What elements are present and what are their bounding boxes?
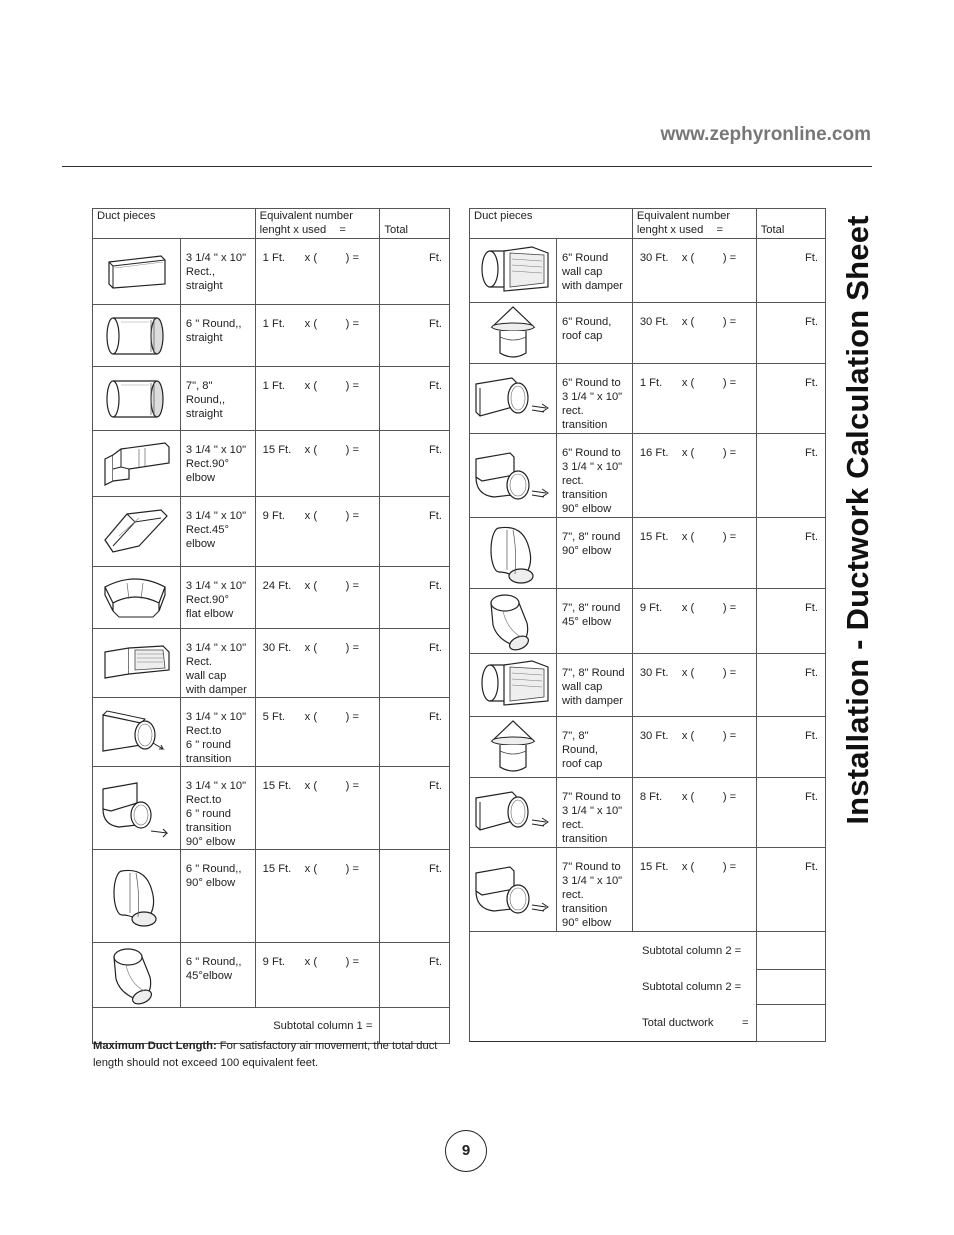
duct-piece-image — [93, 567, 181, 629]
note-heading: Maximum Duct Length: — [93, 1040, 217, 1052]
duct-piece-name: 6 " Round,, 45°elbow — [180, 943, 255, 1008]
quantity-open: x ( — [304, 863, 318, 875]
website-url: www.zephyronline.com — [660, 124, 871, 145]
quantity-open: x ( — [681, 667, 695, 679]
equivalent-length: 30 Ft. — [639, 667, 669, 679]
equivalent-length-cell — [255, 943, 380, 1008]
quantity-open: x ( — [304, 956, 318, 968]
equivalent-length-cell — [255, 497, 380, 567]
duct-piece-name: 6" Round to 3 1/4 " x 10" rect. transition — [556, 364, 632, 434]
quantity-open: x ( — [681, 730, 695, 742]
duct-table-left — [92, 208, 450, 1044]
total-cell: Ft. — [380, 431, 450, 497]
duct-piece-name: 7", 8" Round, roof cap — [556, 717, 632, 778]
quantity-close: ) = — [345, 318, 360, 330]
total-cell: Ft. — [380, 698, 450, 767]
quantity-open: x ( — [304, 580, 318, 592]
equivalent-length-cell — [255, 567, 380, 629]
quantity-close: ) = — [345, 711, 360, 723]
table-row — [93, 943, 450, 1008]
quantity-close: ) = — [345, 642, 360, 654]
quantity-open: x ( — [304, 380, 318, 392]
table-header — [470, 209, 826, 239]
roof-cap-icon — [470, 303, 556, 363]
quantity-open: x ( — [304, 780, 318, 792]
quantity-open: x ( — [304, 510, 318, 522]
total-ductwork-equals: = — [742, 1016, 749, 1029]
rect-90-flat-elbow-icon — [93, 573, 180, 623]
page-number: 9 — [445, 1130, 487, 1172]
quantity-close: ) = — [722, 377, 737, 389]
total-cell: Ft. — [756, 364, 825, 434]
equivalent-length-cell — [632, 518, 756, 589]
subtotal-value — [756, 970, 825, 1005]
rect-45-elbow-icon — [93, 506, 180, 558]
round-straight-duct-icon — [93, 314, 180, 358]
header-equivalent: Equivalent number lenght x used = — [255, 209, 380, 239]
quantity-close: ) = — [722, 730, 737, 742]
quantity-open: x ( — [304, 444, 318, 456]
round-wall-cap-icon — [470, 657, 556, 713]
total-cell: Ft. — [380, 767, 450, 850]
equivalent-length-cell — [632, 239, 756, 303]
equivalent-length: 1 Ft. — [639, 377, 663, 389]
round-to-rect-elbow-icon — [470, 859, 556, 921]
table-row — [470, 434, 826, 518]
total-cell: Ft. — [756, 589, 825, 654]
round-straight-duct-icon — [93, 377, 180, 421]
equivalent-length-cell — [632, 434, 756, 518]
duct-piece-name: 7" Round to 3 1/4 " x 10" rect. transition 90° elbow — [556, 848, 632, 932]
quantity-open: x ( — [681, 377, 695, 389]
total-cell: Ft. — [380, 629, 450, 698]
quantity-close: ) = — [722, 791, 737, 803]
table-row — [470, 654, 826, 717]
quantity-close: ) = — [345, 444, 360, 456]
duct-piece-image — [470, 303, 557, 364]
quantity-close: ) = — [345, 580, 360, 592]
equivalent-length: 30 Ft. — [639, 730, 669, 742]
equivalent-length: 30 Ft. — [262, 642, 292, 654]
quantity-open: x ( — [681, 252, 695, 264]
duct-piece-name: 7", 8" Round,, straight — [180, 367, 255, 431]
equivalent-length-cell — [632, 589, 756, 654]
duct-piece-image — [93, 305, 181, 367]
subtotal-column-1-label: Subtotal column 1 = — [93, 1008, 380, 1044]
equivalent-length: 5 Ft. — [262, 711, 286, 723]
duct-piece-name: 7", 8" round 90° elbow — [556, 518, 632, 589]
duct-piece-image — [93, 850, 181, 943]
duct-piece-image — [470, 518, 557, 589]
equivalent-length-cell — [255, 305, 380, 367]
table-row — [470, 518, 826, 589]
subtotal-column-2-label: Subtotal column 2 = — [470, 970, 757, 1005]
round-90-elbow-icon — [93, 861, 180, 931]
roof-cap-icon — [470, 717, 556, 777]
subtotal-row — [470, 932, 826, 970]
quantity-close: ) = — [345, 510, 360, 522]
total-cell: Ft. — [380, 305, 450, 367]
round-45-elbow-icon — [470, 589, 556, 653]
round-to-rect-transition-icon — [470, 372, 556, 426]
quantity-close: ) = — [345, 380, 360, 392]
table-row — [93, 698, 450, 767]
subtotal-value — [756, 1005, 825, 1042]
equivalent-length-cell — [632, 778, 756, 848]
quantity-open: x ( — [304, 318, 318, 330]
round-90-elbow-icon — [470, 518, 556, 588]
quantity-close: ) = — [722, 447, 737, 459]
duct-piece-name: 3 1/4 " x 10" Rect.to 6 " round transition — [180, 698, 255, 767]
duct-piece-image — [93, 767, 181, 850]
total-cell: Ft. — [756, 303, 825, 364]
duct-piece-image — [470, 589, 557, 654]
duct-piece-name: 6" Round wall cap with damper — [556, 239, 632, 303]
header-equivalent: Equivalent number lenght x used = — [632, 209, 756, 239]
equivalent-length: 8 Ft. — [639, 791, 663, 803]
equivalent-length-cell — [632, 303, 756, 364]
duct-piece-image — [470, 654, 557, 717]
round-to-rect-elbow-icon — [470, 445, 556, 507]
max-duct-length-note — [93, 1038, 443, 1072]
duct-piece-image — [93, 629, 181, 698]
equivalent-length: 15 Ft. — [639, 531, 669, 543]
quantity-close: ) = — [722, 602, 737, 614]
table-row — [93, 431, 450, 497]
equivalent-length-cell — [632, 364, 756, 434]
equivalent-length-cell — [255, 850, 380, 943]
total-ductwork-text: Total ductwork — [642, 1016, 714, 1029]
quantity-open: x ( — [681, 602, 695, 614]
equivalent-length: 15 Ft. — [262, 780, 292, 792]
duct-piece-name: 3 1/4 " x 10" Rect.90° flat elbow — [180, 567, 255, 629]
header-duct-pieces: Duct pieces — [470, 209, 633, 239]
equivalent-length: 1 Ft. — [262, 380, 286, 392]
rect-straight-duct-icon — [93, 252, 180, 292]
duct-piece-image — [93, 943, 181, 1008]
equivalent-length: 9 Ft. — [262, 510, 286, 522]
quantity-close: ) = — [722, 316, 737, 328]
total-ductwork-label — [470, 1005, 757, 1042]
duct-piece-name: 7", 8" round 45° elbow — [556, 589, 632, 654]
total-cell: Ft. — [756, 717, 825, 778]
total-cell: Ft. — [380, 239, 450, 305]
total-cell: Ft. — [756, 778, 825, 848]
equivalent-length: 24 Ft. — [262, 580, 292, 592]
header-total: Total — [380, 209, 450, 239]
duct-piece-name: 7" Round to 3 1/4 " x 10" rect. transition — [556, 778, 632, 848]
quantity-open: x ( — [304, 252, 318, 264]
rect-90-elbow-icon — [93, 439, 180, 489]
quantity-close: ) = — [345, 956, 360, 968]
table-row — [93, 305, 450, 367]
duct-piece-image — [93, 698, 181, 767]
quantity-open: x ( — [304, 711, 318, 723]
subtotal-value — [756, 932, 825, 970]
duct-piece-name: 3 1/4 " x 10" Rect.to 6 " round transition 90° elbow — [180, 767, 255, 850]
table-row — [470, 364, 826, 434]
duct-piece-image — [470, 778, 557, 848]
quantity-open: x ( — [681, 791, 695, 803]
duct-piece-image — [93, 497, 181, 567]
equivalent-length-cell — [632, 717, 756, 778]
equivalent-length: 15 Ft. — [262, 863, 292, 875]
duct-piece-name: 6 " Round,, 90° elbow — [180, 850, 255, 943]
total-cell: Ft. — [380, 567, 450, 629]
quantity-open: x ( — [681, 316, 695, 328]
duct-piece-name: 3 1/4 " x 10" Rect. wall cap with damper — [180, 629, 255, 698]
table-row — [470, 303, 826, 364]
equivalent-length: 9 Ft. — [639, 602, 663, 614]
rect-to-round-transition-icon — [93, 705, 180, 759]
total-cell: Ft. — [380, 497, 450, 567]
equivalent-length: 16 Ft. — [639, 447, 669, 459]
equivalent-length-cell — [255, 367, 380, 431]
duct-piece-name: 3 1/4 " x 10" Rect.90° elbow — [180, 431, 255, 497]
quantity-open: x ( — [304, 642, 318, 654]
total-cell: Ft. — [756, 654, 825, 717]
header-total: Total — [756, 209, 825, 239]
quantity-close: ) = — [345, 252, 360, 264]
table-row — [93, 497, 450, 567]
table-row — [93, 629, 450, 698]
table-row — [93, 767, 450, 850]
table-header — [93, 209, 450, 239]
duct-piece-name: 7", 8" Round wall cap with damper — [556, 654, 632, 717]
duct-piece-name: 3 1/4 " x 10" Rect.45° elbow — [180, 497, 255, 567]
quantity-close: ) = — [345, 863, 360, 875]
subtotal-column-2-label: Subtotal column 2 = — [470, 932, 757, 970]
table-row — [93, 239, 450, 305]
duct-piece-image — [93, 431, 181, 497]
total-cell: Ft. — [756, 434, 825, 518]
quantity-open: x ( — [681, 447, 695, 459]
equivalent-length-cell — [632, 848, 756, 932]
duct-piece-image — [93, 239, 181, 305]
table-row — [470, 778, 826, 848]
quantity-close: ) = — [722, 861, 737, 873]
table-row — [470, 848, 826, 932]
header-rule — [62, 166, 872, 167]
duct-piece-name: 6 " Round,, straight — [180, 305, 255, 367]
duct-piece-image — [470, 848, 557, 932]
quantity-open: x ( — [681, 531, 695, 543]
table-row — [470, 589, 826, 654]
round-to-rect-transition-icon — [470, 786, 556, 840]
total-cell: Ft. — [756, 239, 825, 303]
duct-table-right — [469, 208, 826, 1042]
duct-piece-name: 3 1/4 " x 10" Rect., straight — [180, 239, 255, 305]
duct-piece-name: 6" Round, roof cap — [556, 303, 632, 364]
quantity-close: ) = — [722, 252, 737, 264]
equivalent-length: 1 Ft. — [262, 318, 286, 330]
quantity-close: ) = — [722, 667, 737, 679]
duct-piece-name: 6" Round to 3 1/4 " x 10" rect. transition 90° elbow — [556, 434, 632, 518]
duct-piece-image — [470, 434, 557, 518]
duct-piece-image — [470, 239, 557, 303]
duct-piece-image — [470, 717, 557, 778]
rect-to-round-elbow-icon — [93, 775, 180, 841]
table-row — [93, 367, 450, 431]
equivalent-length-cell — [255, 239, 380, 305]
equivalent-length: 15 Ft. — [639, 861, 669, 873]
side-title-text: Installation - Ductwork Calculation Sheet — [840, 215, 875, 825]
round-45-elbow-icon — [93, 943, 180, 1007]
total-cell: Ft. — [380, 367, 450, 431]
table-row — [470, 239, 826, 303]
total-cell: Ft. — [380, 943, 450, 1008]
round-wall-cap-icon — [470, 243, 556, 299]
total-cell: Ft. — [380, 850, 450, 943]
equivalent-length: 9 Ft. — [262, 956, 286, 968]
total-cell: Ft. — [756, 518, 825, 589]
total-cell: Ft. — [756, 848, 825, 932]
quantity-close: ) = — [345, 780, 360, 792]
equivalent-length-cell — [255, 431, 380, 497]
table-row — [93, 567, 450, 629]
quantity-close: ) = — [722, 531, 737, 543]
equivalent-length-cell — [632, 654, 756, 717]
equivalent-length: 15 Ft. — [262, 444, 292, 456]
table-row — [470, 717, 826, 778]
subtotal-row — [470, 1005, 826, 1042]
equivalent-length-cell — [255, 767, 380, 850]
duct-piece-image — [93, 367, 181, 431]
duct-piece-image — [470, 364, 557, 434]
equivalent-length-cell — [255, 629, 380, 698]
equivalent-length: 1 Ft. — [262, 252, 286, 264]
equivalent-length-cell — [255, 698, 380, 767]
equivalent-length: 30 Ft. — [639, 316, 669, 328]
table-row — [93, 850, 450, 943]
subtotal-row — [470, 970, 826, 1005]
quantity-open: x ( — [681, 861, 695, 873]
note-text: For satisfactory air movement, the total duct length should not exceed 100 equivalent feet. — [93, 1040, 438, 1069]
header-duct-pieces: Duct pieces — [93, 209, 256, 239]
rect-wall-cap-icon — [93, 640, 180, 686]
equivalent-length: 30 Ft. — [639, 252, 669, 264]
